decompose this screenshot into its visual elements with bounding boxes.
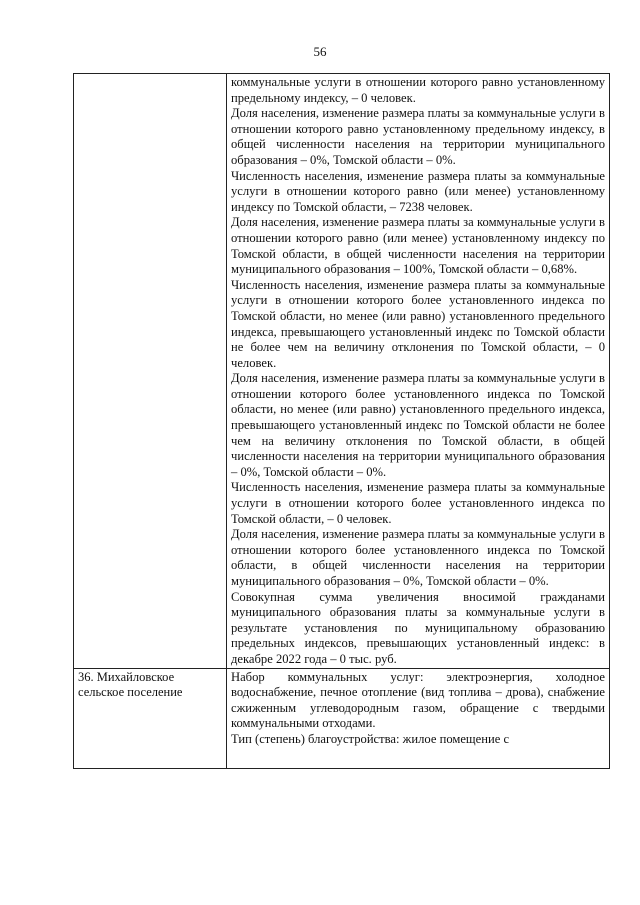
page-number: 56 [313,44,327,59]
paragraph: Численность населения, изменение размера платы за коммунальные услуги в отношении которого более установленного индекса по Томской области, – 0 человек. [231,480,605,526]
paragraph: Доля населения, изменение размера платы за коммунальные услуги в отношении которого равно (или менее) установленному индексу по Томской области, в общей численности населения на территории муниципального образования – 100%, Томской области – 0,68%. [231,215,605,277]
table-row [74,74,610,669]
indicators-cell [227,668,610,768]
table-row [74,668,610,768]
paragraph: Численность населения, изменение размера платы за коммунальные услуги в отношении которого более установленного индекса по Томской области, но менее (или равно) установленного предельного индекса, превышающего установленный индекс по Томской области не более чем на величину отклонения по Томской области, – 0 человек. [231,277,605,370]
indicators-cell [227,74,610,669]
paragraph: Набор коммунальных услуг: электроэнергия, холодное водоснабжение, печное отопление (вид топлива – дрова), снабжение сжиженным углеводородным газом, обращение с твердыми коммунальными отходами. [231,669,605,731]
paragraph: Доля населения, изменение размера платы за коммунальные услуги в отношении которого равно установленному предельному индексу, в общей численности населения на территории муниципального образования – 0%, Томской области – 0%. [231,106,605,167]
document-table [73,73,610,769]
paragraph: Доля населения, изменение размера платы за коммунальные услуги в отношении которого более установленного индекса по Томской области, в общей численности населения на территории муниципального образования – 0%, Томской области – 0%. [231,527,605,588]
paragraph: Доля населения, изменение размера платы за коммунальные услуги в отношении которого более установленного индекса по Томской области, но менее (или равно) установленного предельного индекса, превышающего установленный индекс по Томской области не более чем на величину отклонения по Томской области, в общей численности населения на территории муниципального образования – 0%, Томской области – 0%. [231,371,605,479]
municipality-cell [74,74,227,669]
paragraph: коммунальные услуги в отношении которого равно установленному предельному индексу, – 0 человек. [231,75,605,105]
paragraph: Численность населения, изменение размера платы за коммунальные услуги в отношении которого равно (или менее) установленному индексу по Томской области, – 7238 человек. [231,168,605,214]
paragraph: Тип (степень) благоустройства: жилое помещение с [231,731,510,746]
municipality-cell: 36. Михайловское сельское поселение [74,668,227,768]
paragraph: Совокупная сумма увеличения вносимой гражданами муниципального образования платы за коммунальные услуги в результате установления по муниципальному образованию предельных индексов, превышающих установленный индекс: в декабре 2022 года – 0 тыс. руб. [231,589,605,666]
